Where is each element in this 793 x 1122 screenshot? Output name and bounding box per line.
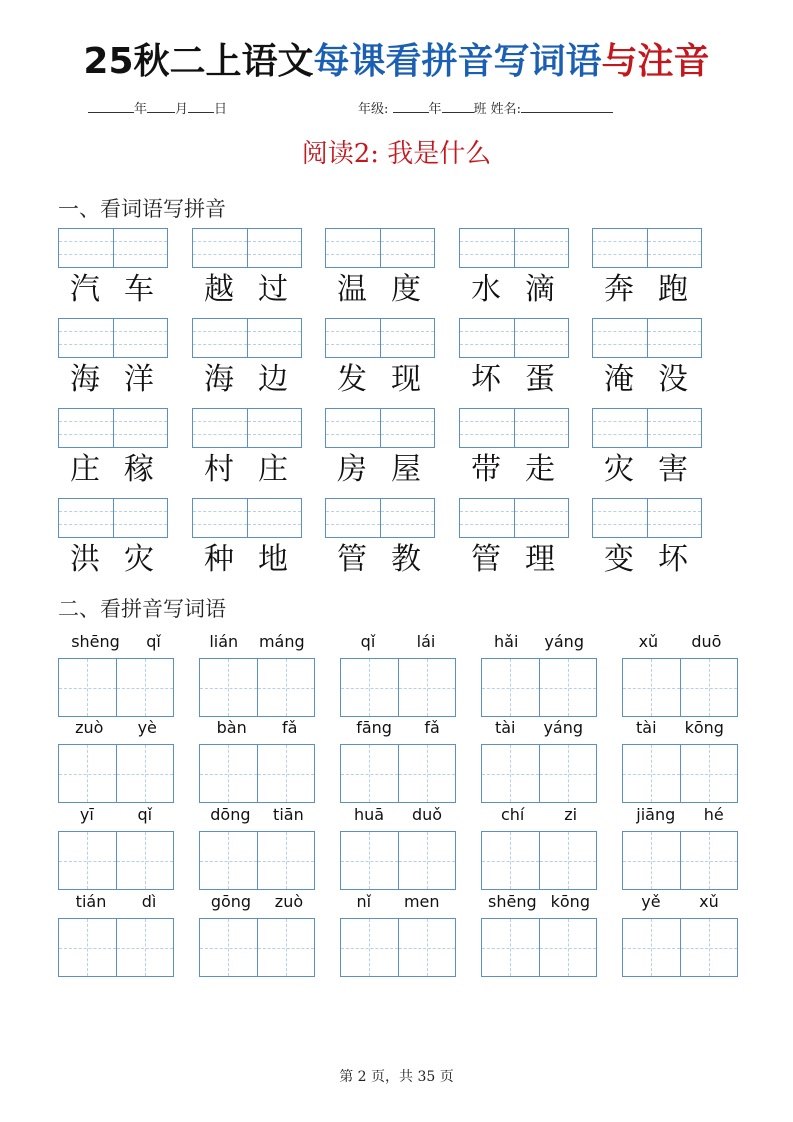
tianzige-answer-box[interactable] (622, 831, 738, 890)
year-label: 年 (134, 102, 148, 117)
hanzi-char: 房 (337, 452, 367, 487)
day-label: 日 (214, 102, 228, 117)
pinyin-syllable: lái (416, 632, 436, 651)
pinyin-cell[interactable] (193, 409, 247, 447)
tianzige-cell[interactable] (680, 659, 738, 716)
pinyin-syllable: yè (137, 718, 157, 737)
tianzige-cell[interactable] (680, 745, 738, 802)
word-characters (58, 360, 166, 400)
hanzi-char: 没 (658, 362, 688, 397)
grade-blank[interactable] (393, 100, 429, 113)
tianzige-answer-box[interactable] (481, 658, 597, 717)
tianzige-cell[interactable] (341, 919, 398, 976)
pinyin-prompt (199, 805, 315, 825)
word-characters (325, 540, 433, 580)
pinyin-cell[interactable] (460, 229, 514, 267)
pinyin-prompt (340, 892, 456, 912)
tianzige-cell[interactable] (482, 919, 539, 976)
pinyin-cell[interactable] (326, 499, 380, 537)
pinyin-answer-box[interactable] (192, 318, 302, 358)
tianzige-cell[interactable] (482, 659, 539, 716)
pinyin-syllable: gōng (210, 892, 252, 911)
hanzi-char: 水 (471, 272, 501, 307)
pinyin-prompt (340, 718, 456, 738)
date-field (88, 100, 227, 119)
hanzi-char: 庄 (70, 452, 100, 487)
pinyin-cell[interactable] (326, 229, 380, 267)
word-characters (592, 450, 700, 490)
pinyin-syllable: yě (641, 892, 661, 911)
month-blank[interactable] (147, 100, 175, 113)
tianzige-cell[interactable] (623, 659, 680, 716)
hanzi-char: 理 (525, 542, 555, 577)
pinyin-prompt (58, 718, 174, 738)
grade-year-label: 年 (428, 102, 442, 117)
tianzige-cell[interactable] (539, 832, 597, 889)
tianzige-cell[interactable] (116, 745, 174, 802)
pinyin-answer-box[interactable] (325, 318, 435, 358)
hanzi-char: 洪 (70, 542, 100, 577)
title-part-grade: 25秋二上语文 (83, 41, 314, 82)
pinyin-cell[interactable] (59, 229, 113, 267)
pinyin-answer-box[interactable] (592, 228, 702, 268)
pinyin-cell[interactable] (593, 409, 647, 447)
pinyin-prompt (622, 718, 738, 738)
pinyin-syllable: tài (494, 718, 516, 737)
pinyin-syllable: chí (500, 805, 525, 824)
pinyin-prompt (58, 892, 174, 912)
tianzige-answer-box[interactable] (199, 918, 315, 977)
word-characters (459, 540, 567, 580)
tianzige-answer-box[interactable] (481, 744, 597, 803)
pinyin-answer-box[interactable] (459, 228, 569, 268)
hanzi-char: 海 (204, 362, 234, 397)
pinyin-prompt (340, 632, 456, 652)
pinyin-prompt (481, 805, 597, 825)
pinyin-cell[interactable] (460, 499, 514, 537)
pinyin-prompt (622, 805, 738, 825)
tianzige-answer-box[interactable] (58, 744, 174, 803)
tianzige-cell[interactable] (59, 919, 116, 976)
tianzige-cell[interactable] (200, 659, 257, 716)
pinyin-syllable: duǒ (411, 805, 443, 824)
word-characters (325, 360, 433, 400)
tianzige-cell[interactable] (257, 659, 315, 716)
pinyin-answer-box[interactable] (192, 408, 302, 448)
pinyin-syllable: nǐ (356, 892, 372, 911)
hanzi-char: 过 (258, 272, 288, 307)
pinyin-cell[interactable] (593, 229, 647, 267)
pinyin-cell[interactable] (113, 319, 168, 357)
tianzige-cell[interactable] (623, 745, 680, 802)
pinyin-answer-box[interactable] (58, 408, 168, 448)
hanzi-char: 边 (258, 362, 288, 397)
pinyin-syllable: duō (691, 632, 722, 651)
word-characters (192, 270, 300, 310)
tianzige-cell[interactable] (539, 659, 597, 716)
tianzige-answer-box[interactable] (481, 831, 597, 890)
hanzi-char: 灾 (124, 542, 154, 577)
pinyin-syllable: tài (636, 718, 657, 737)
pinyin-syllable: tiān (273, 805, 304, 824)
pinyin-syllable: yáng (543, 718, 584, 737)
pinyin-cell[interactable] (647, 499, 702, 537)
tianzige-cell[interactable] (257, 919, 315, 976)
pinyin-answer-box[interactable] (592, 318, 702, 358)
hanzi-char: 庄 (258, 452, 288, 487)
tianzige-answer-box[interactable] (199, 831, 315, 890)
hanzi-char: 管 (337, 542, 367, 577)
hanzi-char: 跑 (658, 272, 688, 307)
title-part-annotate: 与注音 (601, 41, 710, 82)
pinyin-syllable: hǎi (494, 632, 519, 651)
pinyin-prompt (58, 805, 174, 825)
pinyin-cell[interactable] (593, 319, 647, 357)
word-characters (459, 450, 567, 490)
lesson-title: 阅读2: 我是什么 (301, 139, 492, 169)
hanzi-char: 灾 (604, 452, 634, 487)
word-characters (592, 360, 700, 400)
tianzige-answer-box[interactable] (199, 744, 315, 803)
word-characters (592, 540, 700, 580)
tianzige-cell[interactable] (200, 745, 257, 802)
pinyin-cell[interactable] (514, 409, 569, 447)
tianzige-cell[interactable] (116, 659, 174, 716)
tianzige-cell[interactable] (398, 832, 456, 889)
hanzi-char: 稼 (124, 452, 154, 487)
hanzi-char: 发 (337, 362, 367, 397)
pinyin-cell[interactable] (380, 319, 435, 357)
pinyin-answer-box[interactable] (325, 228, 435, 268)
tianzige-cell[interactable] (341, 745, 398, 802)
pinyin-answer-box[interactable] (58, 318, 168, 358)
pinyin-answer-box[interactable] (459, 318, 569, 358)
pinyin-syllable: qǐ (360, 632, 376, 651)
name-blank[interactable] (521, 100, 613, 113)
tianzige-answer-box[interactable] (199, 658, 315, 717)
pinyin-cell[interactable] (193, 319, 247, 357)
hanzi-char: 带 (471, 452, 501, 487)
hanzi-char: 蛋 (525, 362, 555, 397)
tianzige-cell[interactable] (398, 659, 456, 716)
pinyin-prompt (481, 632, 597, 652)
pinyin-syllable: fǎ (281, 718, 298, 737)
pinyin-syllable: shēng (71, 632, 120, 651)
pinyin-syllable: yáng (544, 632, 584, 651)
pinyin-syllable: xǔ (699, 892, 719, 911)
tianzige-answer-box[interactable] (340, 918, 456, 977)
section2-heading: 二、看拼音写词语 (58, 597, 226, 621)
pinyin-prompt (481, 718, 597, 738)
page-footer: 第 2 页，共 35 页 (339, 1069, 454, 1085)
pinyin-answer-box[interactable] (58, 498, 168, 538)
tianzige-answer-box[interactable] (622, 658, 738, 717)
pinyin-cell[interactable] (647, 229, 702, 267)
year-blank[interactable] (88, 100, 134, 113)
pinyin-cell[interactable] (59, 409, 113, 447)
pinyin-syllable: men (403, 892, 440, 911)
word-characters (192, 540, 300, 580)
pinyin-answer-box[interactable] (58, 228, 168, 268)
pinyin-syllable: tián (75, 892, 107, 911)
tianzige-answer-box[interactable] (58, 658, 174, 717)
tianzige-cell[interactable] (257, 832, 315, 889)
hanzi-char: 管 (471, 542, 501, 577)
pinyin-syllable: zi (564, 805, 578, 824)
pinyin-answer-box[interactable] (192, 228, 302, 268)
pinyin-cell[interactable] (647, 409, 702, 447)
tianzige-answer-box[interactable] (340, 744, 456, 803)
tianzige-answer-box[interactable] (340, 658, 456, 717)
pinyin-syllable: máng (258, 632, 305, 651)
hanzi-char: 温 (337, 272, 367, 307)
tianzige-answer-box[interactable] (481, 918, 597, 977)
month-label: 月 (175, 102, 189, 117)
hanzi-char: 害 (658, 452, 688, 487)
hanzi-char: 村 (204, 452, 234, 487)
pinyin-cell[interactable] (514, 229, 569, 267)
pinyin-syllable: fǎ (424, 718, 440, 737)
tianzige-answer-box[interactable] (58, 831, 174, 890)
tianzige-answer-box[interactable] (622, 744, 738, 803)
tianzige-cell[interactable] (116, 832, 174, 889)
tianzige-cell[interactable] (200, 919, 257, 976)
pinyin-answer-box[interactable] (459, 498, 569, 538)
word-characters (58, 450, 166, 490)
grade-label: 年级: (358, 102, 389, 117)
day-blank[interactable] (188, 100, 214, 113)
pinyin-cell[interactable] (113, 229, 168, 267)
page-title (0, 40, 793, 84)
pinyin-cell[interactable] (59, 499, 113, 537)
pinyin-cell[interactable] (647, 319, 702, 357)
pinyin-syllable: yī (79, 805, 94, 824)
tianzige-cell[interactable] (398, 745, 456, 802)
tianzige-cell[interactable] (59, 832, 116, 889)
pinyin-cell[interactable] (514, 319, 569, 357)
tianzige-cell[interactable] (341, 832, 398, 889)
hanzi-char: 海 (70, 362, 100, 397)
pinyin-cell[interactable] (59, 319, 113, 357)
word-characters (58, 540, 166, 580)
tianzige-cell[interactable] (623, 919, 680, 976)
tianzige-answer-box[interactable] (340, 831, 456, 890)
word-characters (592, 270, 700, 310)
pinyin-cell[interactable] (380, 229, 435, 267)
hanzi-char: 滴 (525, 272, 555, 307)
hanzi-char: 走 (525, 452, 555, 487)
word-characters (192, 360, 300, 400)
class-blank[interactable] (442, 100, 474, 113)
pinyin-cell[interactable] (247, 229, 302, 267)
pinyin-cell[interactable] (247, 409, 302, 447)
pinyin-syllable: xǔ (638, 632, 659, 651)
pinyin-cell[interactable] (247, 319, 302, 357)
hanzi-char: 地 (258, 542, 288, 577)
hanzi-char: 变 (604, 542, 634, 577)
pinyin-syllable: dì (141, 892, 157, 911)
pinyin-prompt (199, 718, 315, 738)
tianzige-cell[interactable] (398, 919, 456, 976)
pinyin-prompt (199, 892, 315, 912)
hanzi-char: 汽 (70, 272, 100, 307)
hanzi-char: 教 (391, 542, 421, 577)
word-characters (459, 270, 567, 310)
tianzige-cell[interactable] (59, 745, 116, 802)
pinyin-syllable: kōng (550, 892, 590, 911)
pinyin-syllable: zuò (75, 718, 104, 737)
tianzige-cell[interactable] (341, 659, 398, 716)
pinyin-syllable: kōng (684, 718, 724, 737)
pinyin-syllable: bàn (216, 718, 247, 737)
pinyin-prompt (481, 892, 597, 912)
pinyin-answer-box[interactable] (592, 408, 702, 448)
pinyin-prompt (340, 805, 456, 825)
word-characters (459, 360, 567, 400)
tianzige-answer-box[interactable] (622, 918, 738, 977)
tianzige-cell[interactable] (539, 919, 597, 976)
hanzi-char: 现 (391, 362, 421, 397)
tianzige-cell[interactable] (482, 745, 539, 802)
class-name-label: 班 姓名: (473, 102, 522, 117)
tianzige-cell[interactable] (680, 919, 738, 976)
student-field (358, 100, 613, 119)
pinyin-cell[interactable] (593, 499, 647, 537)
pinyin-answer-box[interactable] (592, 498, 702, 538)
tianzige-cell[interactable] (482, 832, 539, 889)
pinyin-answer-box[interactable] (325, 408, 435, 448)
pinyin-cell[interactable] (326, 409, 380, 447)
tianzige-answer-box[interactable] (58, 918, 174, 977)
pinyin-cell[interactable] (113, 409, 168, 447)
pinyin-cell[interactable] (113, 499, 168, 537)
word-characters (325, 270, 433, 310)
tianzige-cell[interactable] (116, 919, 174, 976)
word-characters (325, 450, 433, 490)
title-part-task: 每课看拼音写词语 (313, 41, 602, 82)
tianzige-cell[interactable] (539, 745, 597, 802)
pinyin-syllable: qǐ (137, 805, 153, 824)
pinyin-syllable: qǐ (146, 632, 161, 651)
pinyin-cell[interactable] (460, 319, 514, 357)
tianzige-cell[interactable] (623, 832, 680, 889)
tianzige-cell[interactable] (59, 659, 116, 716)
tianzige-cell[interactable] (257, 745, 315, 802)
pinyin-syllable: fāng (356, 718, 392, 737)
pinyin-prompt (622, 632, 738, 652)
hanzi-char: 坏 (471, 362, 501, 397)
pinyin-cell[interactable] (247, 499, 302, 537)
pinyin-cell[interactable] (460, 409, 514, 447)
hanzi-char: 度 (391, 272, 421, 307)
hanzi-char: 洋 (124, 362, 154, 397)
pinyin-syllable: hé (703, 805, 724, 824)
pinyin-syllable: lián (209, 632, 239, 651)
pinyin-cell[interactable] (326, 319, 380, 357)
tianzige-cell[interactable] (680, 832, 738, 889)
pinyin-prompt (58, 632, 174, 652)
pinyin-cell[interactable] (380, 409, 435, 447)
pinyin-syllable: shēng (488, 892, 537, 911)
pinyin-cell[interactable] (193, 499, 247, 537)
word-characters (192, 450, 300, 490)
pinyin-syllable: zuò (274, 892, 304, 911)
pinyin-prompt (199, 632, 315, 652)
hanzi-char: 种 (204, 542, 234, 577)
hanzi-char: 淹 (604, 362, 634, 397)
hanzi-char: 坏 (658, 542, 688, 577)
pinyin-syllable: jiāng (636, 805, 676, 824)
pinyin-prompt (622, 892, 738, 912)
hanzi-char: 奔 (604, 272, 634, 307)
pinyin-syllable: dōng (210, 805, 251, 824)
pinyin-cell[interactable] (380, 499, 435, 537)
pinyin-cell[interactable] (193, 229, 247, 267)
pinyin-cell[interactable] (514, 499, 569, 537)
pinyin-answer-box[interactable] (325, 498, 435, 538)
hanzi-char: 越 (204, 272, 234, 307)
tianzige-cell[interactable] (200, 832, 257, 889)
section1-heading: 一、看词语写拼音 (58, 197, 226, 221)
pinyin-syllable: huā (353, 805, 385, 824)
hanzi-char: 屋 (391, 452, 421, 487)
pinyin-answer-box[interactable] (192, 498, 302, 538)
pinyin-answer-box[interactable] (459, 408, 569, 448)
hanzi-char: 车 (124, 272, 154, 307)
word-characters (58, 270, 166, 310)
